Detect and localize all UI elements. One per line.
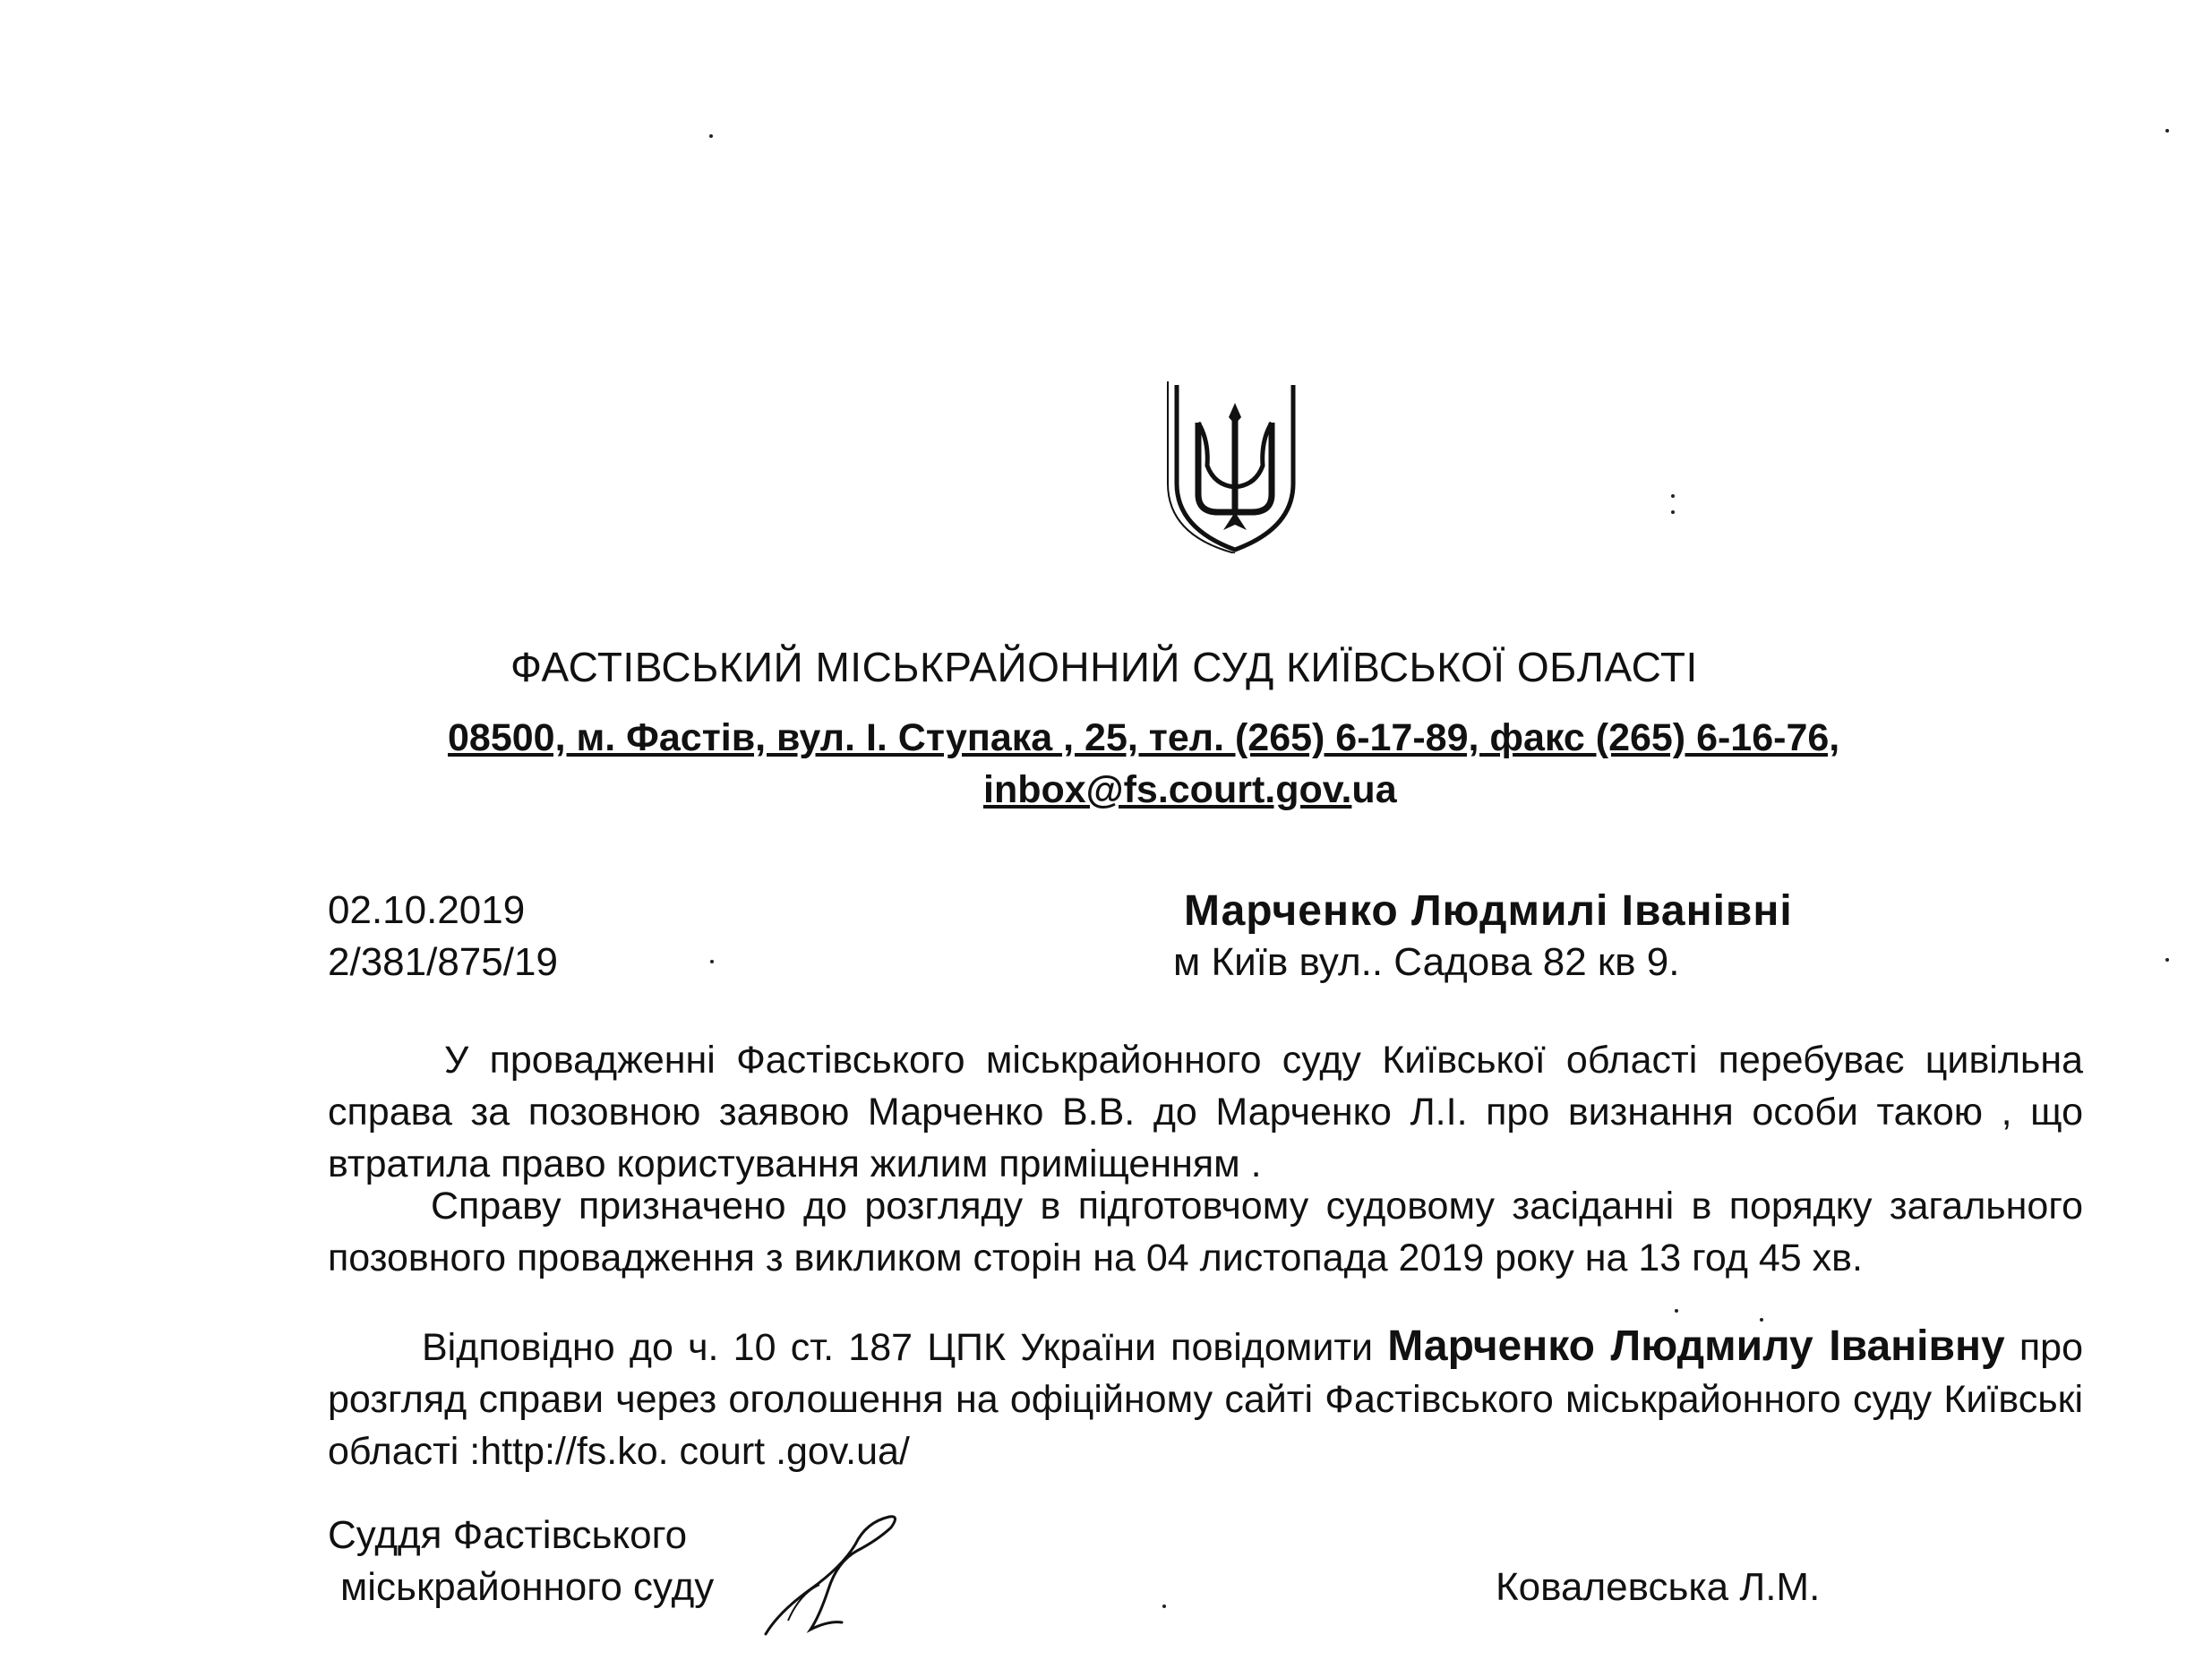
scan-speck — [710, 960, 714, 963]
scan-speck — [2165, 129, 2169, 133]
ukraine-trident-icon — [1164, 378, 1306, 553]
court-email — [983, 768, 1397, 812]
recipient-name: Марченко Людмилі Іванівні — [1184, 887, 1793, 935]
court-email-underlined: inbox@fs.court.gov. — [983, 768, 1352, 811]
signature-label-line-2: міськрайонного суду — [340, 1565, 715, 1609]
scan-speck — [1671, 494, 1675, 498]
paragraph-3-rest: про розгляд справи через оголошення на офіційному сайті Фастівського міськрайонного суду Київські області :http://fs.ko. court .gov.ua/ — [328, 1326, 2083, 1473]
scan-speck — [1671, 510, 1675, 514]
body-paragraph-1: У провадженні Фастівського міськрайонного суду Київської області перебуває цивільна справа за позовною заявою Марченко В.В. до Марченко Л.І. про визнання особи такою , що втратила право користування жилим приміщенням . — [328, 1039, 2083, 1185]
court-name-heading: ФАСТІВСЬКИЙ МІСЬКРАЙОННИЙ СУД КИЇВСЬКОЇ ОБЛАСТІ — [510, 644, 1698, 690]
judge-name: Ковалевська Л.М. — [1496, 1565, 1821, 1609]
court-email-tail: ua — [1351, 768, 1397, 811]
body-paragraph-2: Справу призначено до розгляду в підготовчому судовому засіданні в порядку загального позовного провадження з викликом сторін на 04 листопада 2019 року на 13 год 45 хв. — [328, 1185, 2083, 1279]
recipient-address: м Київ вул.. Садова 82 кв 9. — [1173, 940, 1680, 984]
case-number: 2/381/875/19 — [328, 940, 558, 984]
scan-speck — [1162, 1604, 1166, 1608]
letter-date: 02.10.2019 — [328, 888, 526, 932]
handwritten-signature — [757, 1504, 927, 1639]
paragraph-3-bold-name: Марченко Людмилу Іванівну — [1387, 1322, 2005, 1370]
scan-speck — [709, 134, 713, 138]
court-address-line: 08500, м. Фастів, вул. І. Ступака , 25, тел. (265) 6-17-89, факс (265) 6-16-76, — [448, 716, 1840, 759]
scan-speck — [1675, 1309, 1678, 1313]
signature-label-line-1: Суддя Фастівського — [328, 1513, 688, 1557]
scan-speck — [1760, 1318, 1763, 1322]
paragraph-3-intro: Відповідно до ч. 10 ст. 187 ЦПК України повідомити — [422, 1326, 1388, 1369]
scan-speck — [2165, 958, 2169, 962]
body-paragraph-3 — [328, 1321, 2083, 1477]
